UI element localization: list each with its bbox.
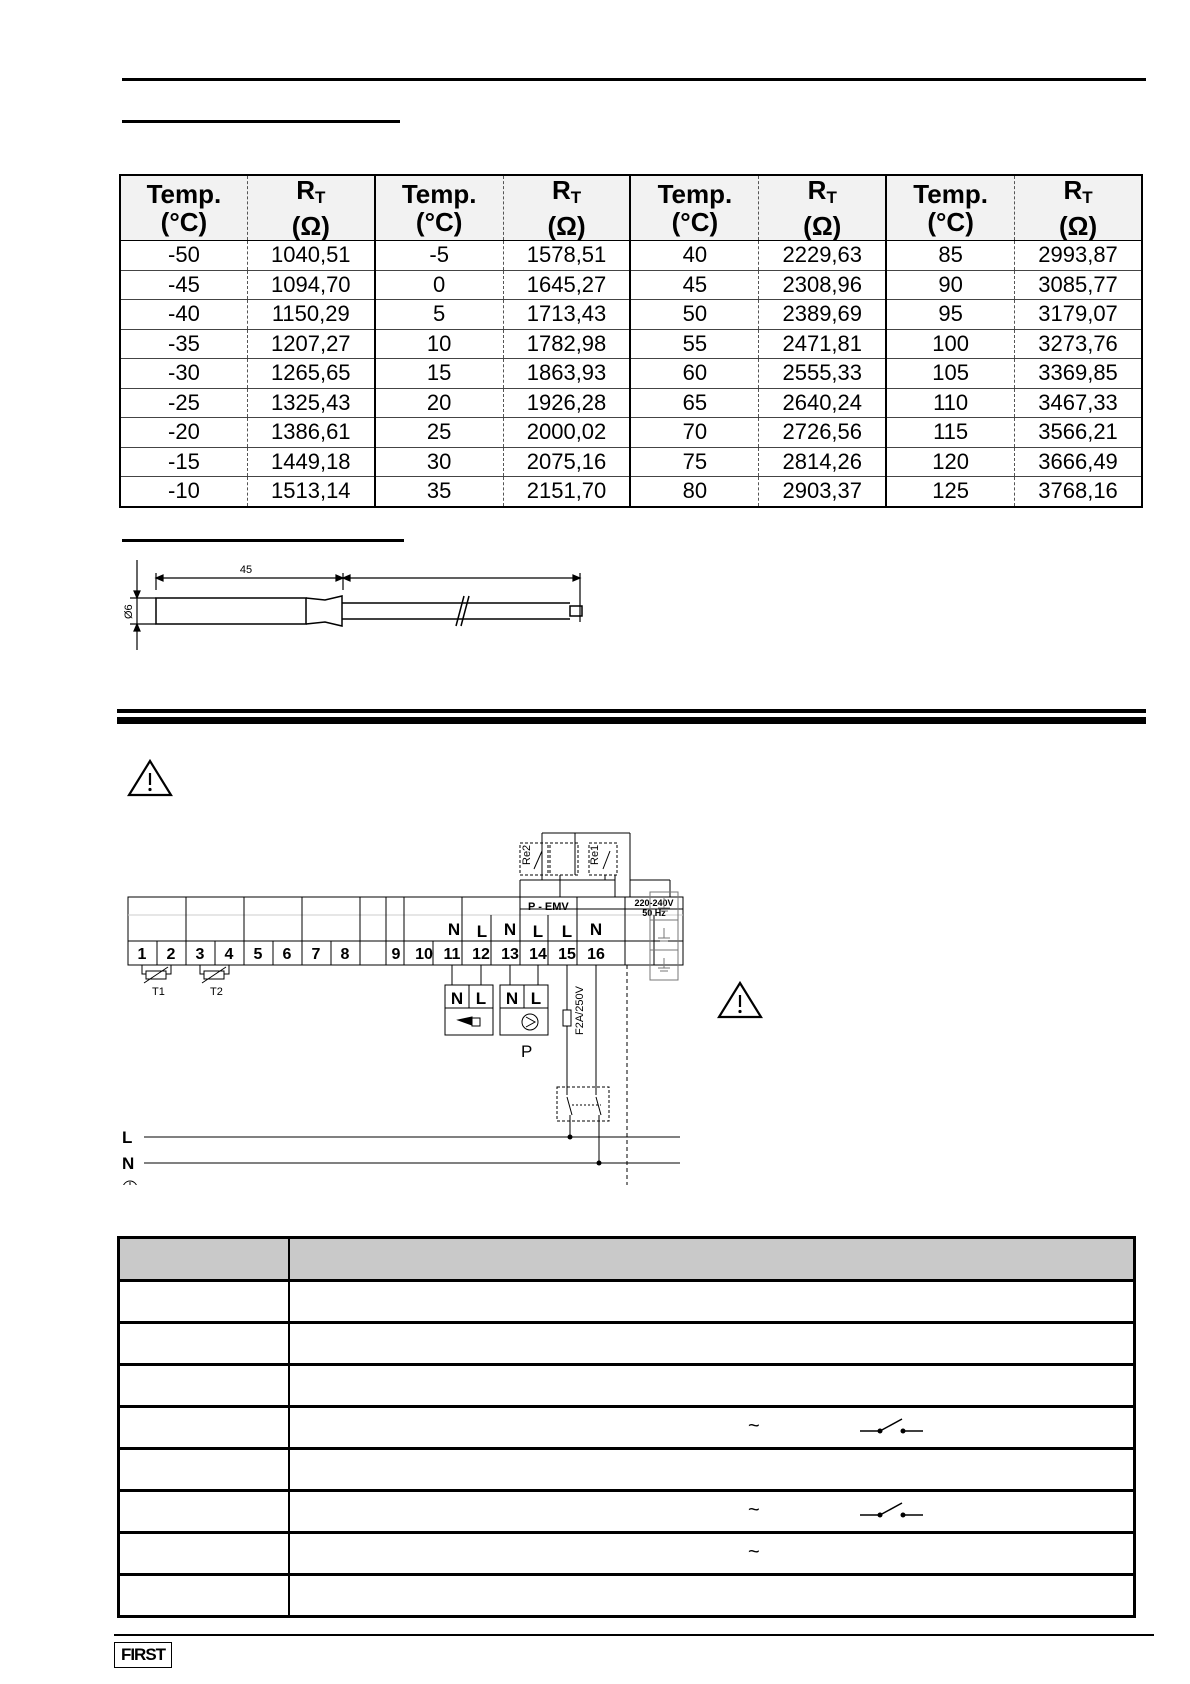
terminal-4: 4 [224,946,234,963]
resistance-cell: 3768,16 [1015,477,1142,507]
table-row [120,359,1142,389]
terminal-6: 6 [282,946,292,963]
temperature-cell: -40 [120,300,247,330]
table-row [120,447,1142,477]
conn-cell [289,1365,1135,1407]
terminal-13: 13 [501,946,519,963]
conn-cell [119,1323,290,1365]
header-resistance [1015,175,1142,241]
temperature-cell: 35 [375,477,503,507]
resistance-cell: 1578,51 [503,241,630,271]
conn-header-col1 [119,1238,290,1281]
ac-tilde: ~ [748,1541,760,1563]
sensor-label-t2: T2 [210,986,223,998]
header-r-unit: (Ω) [1058,211,1098,241]
footer-rule [114,1634,1154,1636]
conn-header-col2 [289,1238,1135,1281]
conn-cell [119,1533,290,1575]
conn-cell [119,1365,290,1407]
conn-cell [289,1281,1135,1323]
terminal-15: 15 [558,946,576,963]
temperature-cell: 50 [630,300,758,330]
header-r-unit: (Ω) [547,211,586,241]
header-temp [120,175,247,241]
line-label-n: N [122,1154,135,1173]
resistance-cell: 1645,27 [503,270,630,300]
header-temp [886,175,1014,241]
resistance-cell: 2640,24 [759,388,886,418]
group-label-p-emv: P - EMV [528,901,569,913]
brand-logo [114,1642,172,1668]
table-row [120,241,1142,271]
conn-cell [289,1449,1135,1491]
terminal-upper-14: L [532,922,544,941]
brand-logo-text: FIRST [120,1645,166,1664]
resistance-cell: 2151,70 [503,477,630,507]
temperature-cell: 110 [886,388,1014,418]
load2-terminal-l: L [530,989,542,1008]
resistance-cell: 2000,02 [503,418,630,448]
switch-open-icon [860,1416,924,1436]
switch-open-icon [860,1500,924,1520]
header-temp-label: Temp. [401,179,477,209]
header-r-unit: (Ω) [291,211,330,241]
resistance-cell: 1863,93 [503,359,630,389]
header-temp-label: Temp. [657,179,733,209]
header-r-label: R [1063,175,1083,205]
load1-terminal-n: N [450,989,464,1008]
header-resistance [759,175,886,241]
resistance-cell: 1325,43 [247,388,374,418]
table-row [120,418,1142,448]
temperature-cell: 90 [886,270,1014,300]
section-underline-1 [122,120,400,123]
supply-voltage-label: 220-240V [634,898,674,908]
conn-cell [289,1575,1135,1617]
resistance-cell: 1207,27 [247,329,374,359]
temperature-cell: 0 [375,270,503,300]
section-double-rule-top [117,709,1146,713]
temperature-cell: 40 [630,241,758,271]
resistance-cell: 2471,81 [759,329,886,359]
load2-terminal-n: N [505,989,519,1008]
conn-cell [119,1575,290,1617]
resistance-cell: 3467,33 [1015,388,1142,418]
terminal-14: 14 [529,946,547,963]
table-row [120,477,1142,507]
conn-cell [289,1407,1135,1449]
temperature-cell: 105 [886,359,1014,389]
resistance-cell: 1040,51 [247,241,374,271]
temperature-cell: -25 [120,388,247,418]
section-underline-2 [122,539,404,542]
temperature-cell: -35 [120,329,247,359]
temperature-cell: 100 [886,329,1014,359]
terminal-1: 1 [137,946,147,963]
header-temp-unit: (°C) [160,207,208,237]
resistance-cell: 3566,21 [1015,418,1142,448]
terminal-upper-11: N [447,920,461,939]
temperature-cell: -10 [168,478,200,504]
header-resistance [247,175,374,241]
temperature-cell: -15 [120,447,247,477]
probe-diameter-label: Ø6 [123,604,135,619]
connection-table [117,1236,1136,1618]
temperature-cell: 85 [886,241,1014,271]
resistance-table [119,174,1143,508]
terminal-16: 16 [587,946,605,963]
resistance-cell: 1782,98 [503,329,630,359]
temperature-cell: 5 [375,300,503,330]
header-r-label: R [296,175,315,205]
temperature-cell: 45 [630,270,758,300]
header-r-label: R [807,175,827,205]
wiring-diagram [110,825,710,1185]
resistance-cell: 3085,77 [1015,270,1142,300]
header-resistance [503,175,630,241]
load1-terminal-l: L [475,989,487,1008]
header-temp-unit: (°C) [671,207,719,237]
table-row [120,329,1142,359]
temperature-cell: 125 [886,477,1014,507]
header-temp [630,175,758,241]
terminal-5: 5 [253,946,263,963]
terminal-9: 9 [391,946,401,963]
earth-rail [648,890,682,985]
temperature-cell: 120 [886,447,1014,477]
conn-cell [119,1449,290,1491]
conn-cell [119,1281,290,1323]
header-temp-label: Temp. [913,179,988,209]
resistance-cell: 2555,33 [759,359,886,389]
temperature-cell: 60 [630,359,758,389]
resistance-cell: 3179,07 [1015,300,1142,330]
temperature-cell: 95 [886,300,1014,330]
resistance-cell: 1150,29 [247,300,374,330]
sensor-label-t1: T1 [152,986,165,998]
header-r-subscript: T [826,188,837,207]
resistance-cell: 2814,26 [759,447,886,477]
resistance-cell: 1386,61 [247,418,374,448]
temperature-cell: 65 [630,388,758,418]
temperature-cell: 80 [630,477,758,507]
terminal-3: 3 [195,946,205,963]
resistance-cell: 1449,18 [247,447,374,477]
resistance-cell: 2229,63 [759,241,886,271]
resistance-cell: 1713,43 [503,300,630,330]
warning-icon [126,758,174,798]
temperature-cell: 70 [630,418,758,448]
relay-label-re2: Re2 [521,844,533,865]
temperature-cell: 75 [630,447,758,477]
resistance-cell: 2726,56 [759,418,886,448]
line-label-l: L [122,1128,133,1147]
resistance-cell: 1265,65 [247,359,374,389]
resistance-cell: 3666,49 [1015,447,1142,477]
relay-label-re1: Re1 [589,844,601,865]
conn-cell [289,1533,1135,1575]
temperature-cell: 30 [375,447,503,477]
supply-frequency-label: 50 Hz [642,908,666,918]
table-row [120,300,1142,330]
conn-cell [119,1491,290,1533]
terminal-2: 2 [166,946,176,963]
temperature-cell: 20 [375,388,503,418]
resistance-cell: 2308,96 [759,270,886,300]
terminal-upper-16: N [589,920,603,939]
terminal-upper-15: L [561,922,573,941]
temperature-cell: 10 [375,329,503,359]
resistance-cell: 2903,37 [759,477,886,507]
header-r-unit: (Ω) [803,211,842,241]
terminal-11: 11 [443,946,461,963]
ac-tilde: ~ [748,1415,760,1437]
probe-length-label: 45 [239,564,253,576]
terminal-upper-13: N [503,920,517,939]
temperature-cell: -20 [120,418,247,448]
temperature-cell: 25 [375,418,503,448]
terminal-10: 10 [415,946,433,963]
header-temp-unit: (°C) [927,207,974,237]
header-r-label: R [551,175,571,205]
resistance-cell: 3369,85 [1015,359,1142,389]
resistance-cell: 2993,87 [1015,241,1142,271]
temperature-cell: 115 [886,418,1014,448]
conn-cell [119,1407,290,1449]
terminal-upper-12: L [476,922,488,941]
temperature-cell: -50 [120,241,247,271]
temperature-cell: -5 [375,241,503,271]
probe-dimension-drawing [120,560,640,660]
terminal-12: 12 [472,946,490,963]
resistance-cell: 1094,70 [247,270,374,300]
table-row [120,270,1142,300]
header-temp-unit: (°C) [415,207,463,237]
header-temp [375,175,503,241]
temperature-cell: 15 [375,359,503,389]
header-r-subscript: T [314,188,326,207]
resistance-cell: 2075,16 [503,447,630,477]
earth-icon [123,1181,137,1185]
header-r-subscript: T [1082,188,1093,207]
conn-cell [289,1323,1135,1365]
section-double-rule-bottom [117,717,1146,724]
top-rule [122,78,1146,81]
header-temp-label: Temp. [146,179,222,209]
terminal-8: 8 [340,946,350,963]
resistance-cell: 1926,28 [503,388,630,418]
temperature-cell: -45 [120,270,247,300]
temperature-cell: 55 [630,329,758,359]
warning-icon-wiring [716,980,764,1020]
temperature-cell: -30 [120,359,247,389]
resistance-cell: 2389,69 [759,300,886,330]
pump-label: P [521,1042,533,1061]
resistance-cell: 3273,76 [1015,329,1142,359]
ac-tilde: ~ [748,1499,760,1521]
terminal-7: 7 [311,946,321,963]
fuse-label: F2A/250V [574,986,586,1035]
resistance-table-header [120,175,1142,241]
conn-cell [289,1491,1135,1533]
table-row [120,388,1142,418]
header-r-subscript: T [570,188,582,207]
resistance-cell: 1513,14 [247,477,374,507]
